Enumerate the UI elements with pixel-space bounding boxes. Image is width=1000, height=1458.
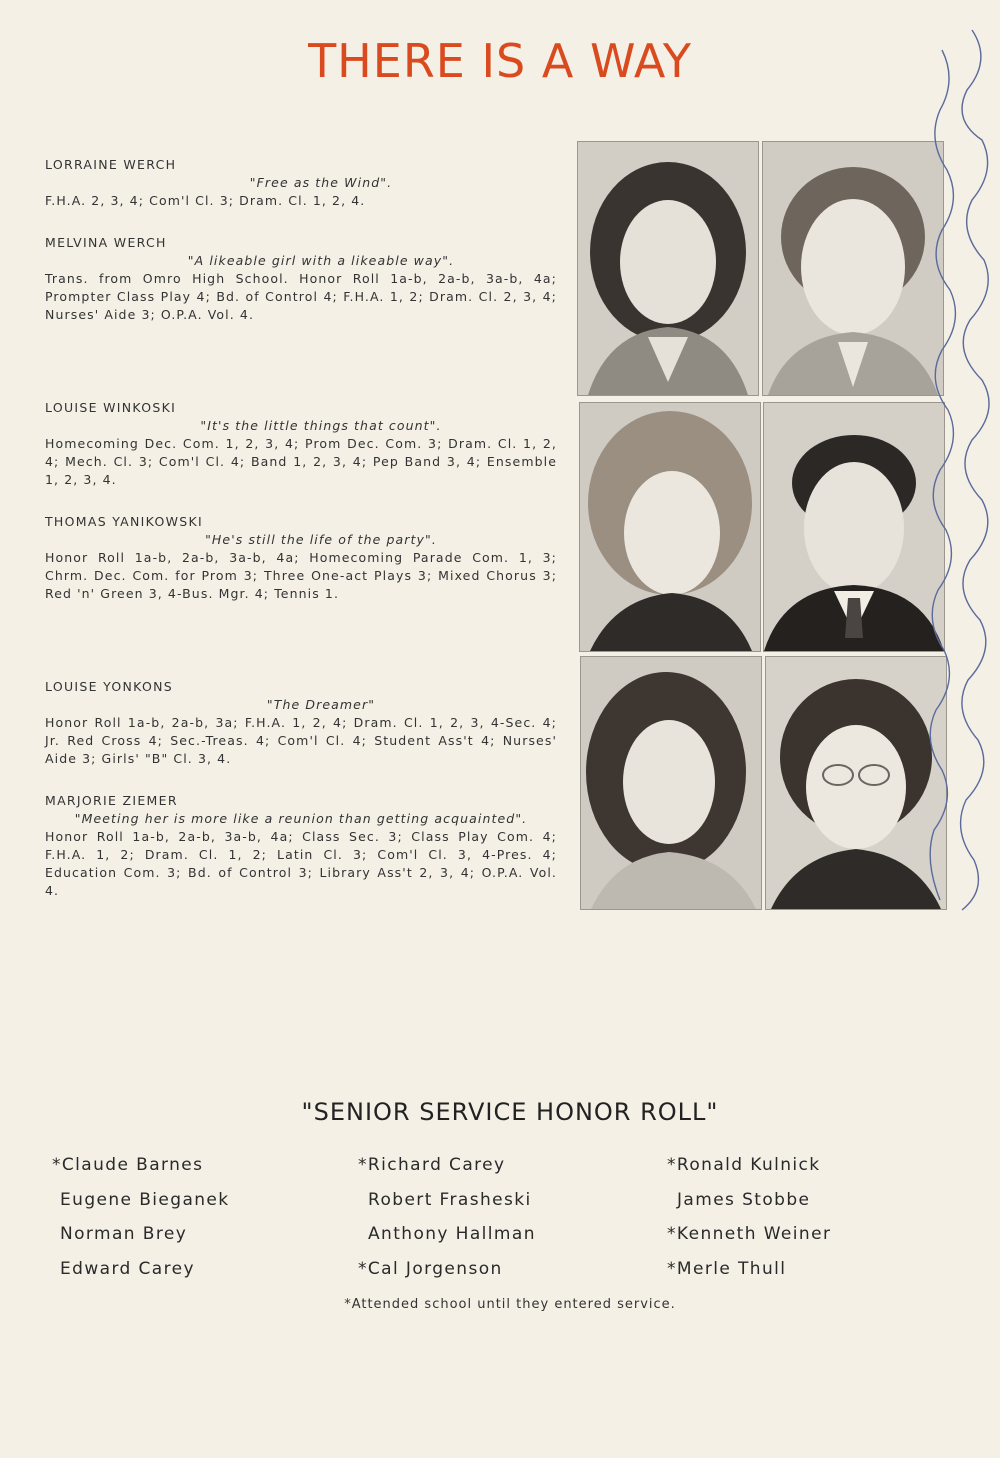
honor-roll-column [52, 1155, 230, 1294]
senior-activities: Trans. from Omro High School. Honor Roll 1a-b, 2a-b, 3a-b, 4a; Prompter Class Play 4; Bd. of Control 4; F.H.A. 1, 2; Dram. Cl. 2, 3, 4; Nurses' Aide 3; O.P.A. Vol. 4. [45, 271, 557, 322]
senior-activities: Homecoming Dec. Com. 1, 2, 3, 4; Prom Dec. Com. 3; Dram. Cl. 1, 2, 4; Mech. Cl. 3; Com'l Cl. 4; Band 1, 2, 3, 4; Pep Band 3, 4; Ensemble 1, 2, 3, 4. [45, 436, 557, 487]
honor-roll-name: Anthony Hallman [368, 1224, 536, 1245]
honor-roll-column [667, 1155, 831, 1294]
senior-name: LOUISE YONKONS [45, 679, 173, 694]
honor-roll-title: "SENIOR SERVICE HONOR ROLL" [301, 1098, 719, 1126]
senior-entry [45, 156, 557, 210]
senior-entry [45, 792, 557, 900]
portrait-photo [580, 656, 762, 910]
senior-quote: "The Dreamer" [266, 697, 376, 712]
honor-roll-name: James Stobbe [677, 1189, 811, 1210]
page-title: THERE IS A WAY [308, 34, 692, 88]
portrait-photo [577, 141, 759, 396]
senior-name: MARJORIE ZIEMER [45, 793, 178, 808]
honor-roll-name: *Richard Carey [358, 1155, 506, 1175]
honor-roll-name: *Cal Jorgenson [358, 1259, 503, 1280]
portrait-photo [763, 402, 945, 652]
honor-roll-name: Norman Brey [60, 1224, 188, 1245]
senior-entry [45, 234, 557, 324]
senior-name: LOUISE WINKOSKI [45, 400, 177, 415]
senior-quote: "He's still the life of the party". [205, 532, 437, 547]
portrait-photo [762, 141, 944, 396]
honor-roll-name: *Merle Thull [667, 1259, 787, 1280]
senior-name: THOMAS YANIKOWSKI [45, 514, 204, 529]
senior-quote: "A likeable girl with a likeable way". [187, 253, 455, 268]
senior-activities: Honor Roll 1a-b, 2a-b, 3a-b, 4a; Homecoming Parade Com. 1, 3; Chrm. Dec. Com. for Prom 3; Three One-act Plays 3; Mixed Chorus 3; Red 'n' Green 3, 4-Bus. Mgr. 4; Tennis 1. [45, 550, 557, 601]
senior-entry [45, 399, 557, 489]
senior-activities: F.H.A. 2, 3, 4; Com'l Cl. 3; Dram. Cl. 1, 2, 4. [45, 193, 366, 208]
honor-roll-name: *Claude Barnes [52, 1155, 204, 1175]
senior-entry [45, 678, 557, 768]
honor-roll-name: *Kenneth Weiner [667, 1224, 832, 1245]
senior-activities: Honor Roll 1a-b, 2a-b, 3a-b, 4a; Class Sec. 3; Class Play Com. 4; F.H.A. 1, 2; Dram. Cl. 1, 2; Latin Cl. 3; Com'l Cl. 3, 4-Pres. 4; Education Com. 3; Bd. of Control 3; Library Ass't 2, 3, 4; O.P.A. Vol. 4. [45, 829, 557, 898]
senior-quote: "It's the little things that count". [200, 418, 442, 433]
honor-roll-column [358, 1155, 536, 1294]
honor-roll-name: *Ronald Kulnick [667, 1155, 821, 1175]
senior-activities: Honor Roll 1a-b, 2a-b, 3a; F.H.A. 1, 2, 4; Dram. Cl. 1, 2, 3, 4-Sec. 4; Jr. Red Cross 4; Sec.-Treas. 4; Com'l Cl. 4; Student Ass't 4; Nurses' Aide 3; Girls' "B" Cl. 3, 4. [45, 715, 557, 766]
honor-roll-name: Edward Carey [60, 1259, 195, 1280]
senior-name: MELVINA WERCH [45, 235, 167, 250]
senior-quote: "Free as the Wind". [249, 175, 393, 190]
senior-quote: "Meeting her is more like a reunion than getting acquainted". [74, 811, 528, 826]
honor-roll-name: Robert Frasheski [368, 1189, 532, 1210]
senior-entry [45, 513, 557, 603]
portrait-photo [765, 656, 947, 910]
honor-roll-name: Eugene Bieganek [60, 1189, 230, 1210]
portrait-photo [579, 402, 761, 652]
honor-roll-footnote: *Attended school until they entered service. [344, 1297, 676, 1312]
senior-name: LORRAINE WERCH [45, 157, 177, 172]
